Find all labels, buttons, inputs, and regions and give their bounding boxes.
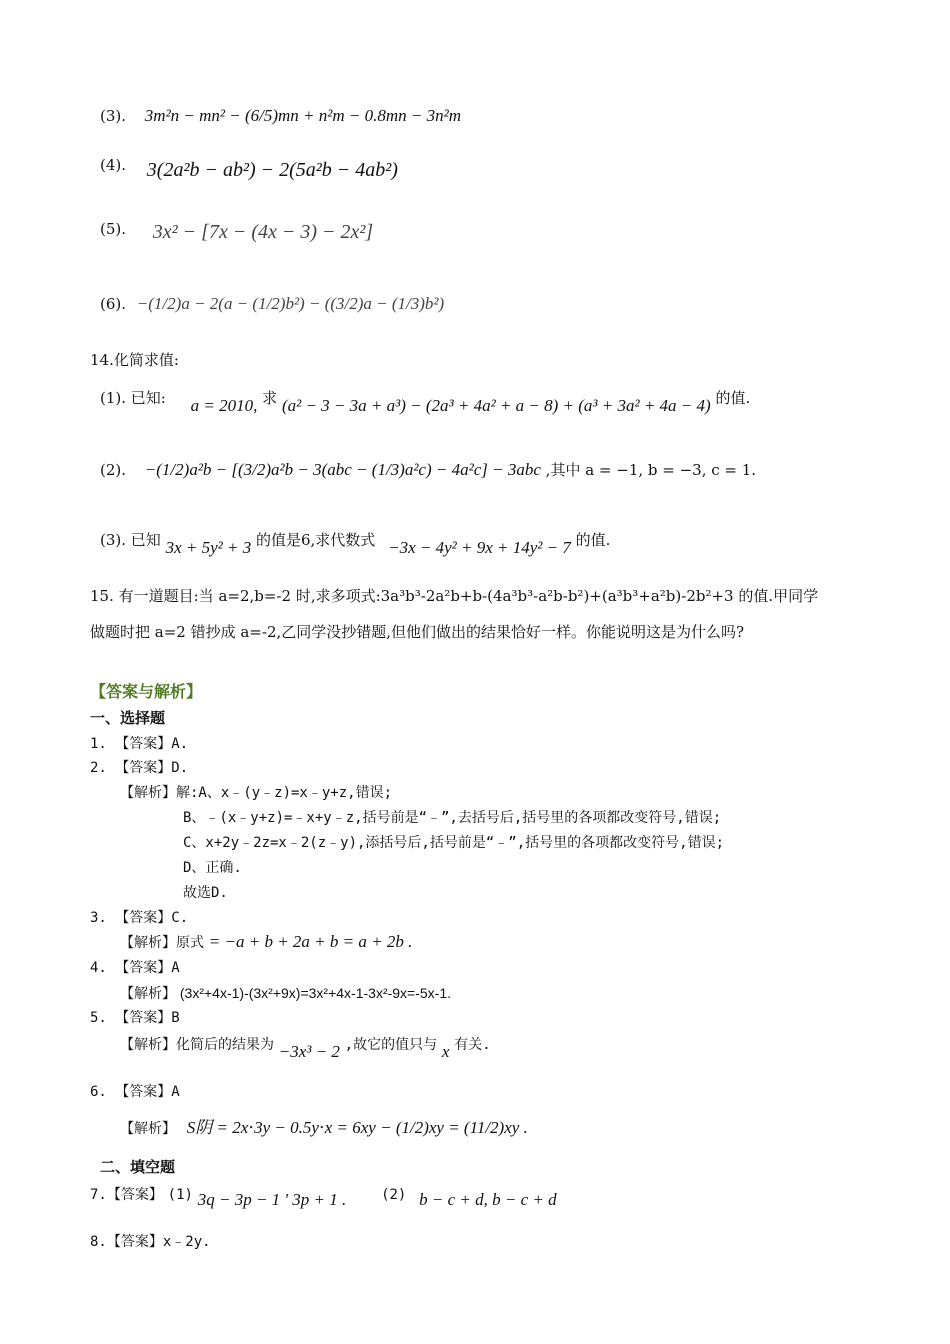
answer-1: 1. 【答案】A.	[90, 736, 189, 752]
problem-label: (3).	[100, 107, 127, 125]
tail-text: 有关.	[454, 1037, 491, 1053]
math-expression: −(1/2)a²b − [(3/2)a²b − 3(abc − (1/3)a²c) − 4a²c] − 3abc	[144, 460, 541, 479]
answer-5-explain	[120, 1034, 491, 1061]
problem-14-title: 14.化简求值:	[90, 351, 179, 369]
answer-2: 2. 【答案】D.	[90, 760, 189, 776]
explain-label: 【解析】	[120, 1121, 176, 1137]
mid-text: ,故它的值只与	[344, 1037, 438, 1053]
math-expression: 3m²n − mn² − (6/5)mn + n²m − 0.8mn − 3n²m	[144, 106, 461, 125]
problem-14-1	[100, 388, 751, 415]
problem-14-2	[100, 460, 756, 480]
math-expression: 3(2a²b − ab²) − 2(5a²b − 4ab²)	[146, 159, 398, 181]
explain-label: 【解析】原式	[120, 935, 204, 951]
answer-8: 8.【答案】x﹣2y.	[90, 1234, 211, 1250]
tail-text: ,其中 a = −1, b = −3, c = 1.	[545, 461, 757, 479]
problem-label: (5).	[100, 220, 127, 238]
math-expression: (a² − 3 − 3a + a³) − (2a³ + 4a² + a − 8) + (a³ + 3a² + 4a − 4)	[281, 396, 711, 415]
problem-label: (3). 已知	[100, 531, 161, 549]
math-expression: S阴 = 2x⋅3y − 0.5y⋅x = 6xy − (1/2)xy = (11/2)xy .	[186, 1118, 528, 1137]
math-expression-1: 3x + 5y² + 3	[165, 538, 252, 557]
answer-7	[90, 1184, 557, 1209]
math-expression: −3x³ − 2	[278, 1042, 340, 1061]
part-2-label: (2)	[381, 1187, 407, 1203]
mid-text: 的值是6,求代数式	[256, 531, 376, 549]
math-expression-1: 3q − 3p − 1 ' 3p + 1 .	[197, 1190, 347, 1209]
explain-label: 【解析】化简后的结果为	[120, 1037, 274, 1053]
answer-6: 6. 【答案】A	[90, 1084, 180, 1100]
answer-2-explain-3: C、x+2y﹣2z=x﹣2(z﹣y),添括号后,括号前是“﹣”,括号里的各项都改变符号,错误;	[183, 835, 725, 851]
math-expression-2: −3x − 4y² + 9x + 14y² − 7	[388, 538, 571, 557]
answer-4-explain: 【解析】 (3x²+4x-1)-(3x²+9x)=3x²+4x-1-3x²-9x=-5x-1.	[120, 985, 452, 1001]
ask-text: 求	[262, 389, 278, 407]
math-expression: −(1/2)a − 2(a − (1/2)b²) − ((3/2)a − (1/3)b²)	[136, 294, 445, 313]
problem-label: (6).	[100, 295, 127, 313]
math-expression-2: b − c + d, b − c + d	[419, 1190, 557, 1209]
answer-5: 5. 【答案】B	[90, 1010, 180, 1026]
problem-13-6	[100, 294, 444, 314]
problem-15-line-2: 做题时把 a=2 错抄成 a=-2,乙同学没抄错题,但他们做出的结果恰好一样。你能说明这是为什么吗?	[90, 623, 745, 641]
problem-label: (2).	[100, 461, 127, 479]
tail-text: 的值.	[715, 389, 751, 407]
answer-3: 3. 【答案】C.	[90, 910, 189, 926]
problem-13-5	[100, 222, 373, 243]
answer-2-explain-4: D、正确.	[183, 860, 242, 876]
problem-label: (1). 已知:	[100, 389, 166, 407]
answer-4: 4. 【答案】A	[90, 960, 180, 976]
answer-3-explain	[120, 932, 412, 953]
problem-label: (4).	[100, 156, 127, 174]
answer-2-explain-2: B、﹣(x﹣y+z)=﹣x+y﹣z,括号前是“﹣”,去括号后,括号里的各项都改变符号,错误;	[183, 810, 722, 826]
answer-2-explain-1: 【解析】解:A、x﹣(y﹣z)=x﹣y+z,错误;	[120, 785, 393, 801]
problem-13-3	[100, 106, 461, 126]
variable: x	[441, 1042, 450, 1061]
problem-13-4	[100, 156, 398, 181]
part-1-label: (1)	[167, 1187, 193, 1203]
given-value: a = 2010,	[190, 396, 258, 415]
section-heading-fill: 二、填空题	[100, 1158, 176, 1176]
problem-14-3	[100, 530, 611, 557]
answer-label: 7.【答案】	[90, 1187, 163, 1203]
answer-6-explain	[120, 1118, 528, 1139]
answer-2-explain-5: 故选D.	[183, 885, 228, 901]
problem-15-line-1: 15. 有一道题目:当 a=2,b=-2 时,求多项式:3a³b³-2a²b+b-(4a³b³-a²b-b²)+(a³b³+a²b)-2b²+3 的值.甲同学	[90, 587, 819, 605]
section-heading-choice: 一、选择题	[90, 709, 166, 727]
math-expression: 3x² − [7x − (4x − 3) − 2x²]	[152, 221, 374, 243]
tail-text: 的值.	[575, 531, 611, 549]
answers-heading: 【答案与解析】	[90, 682, 203, 701]
math-expression: = −a + b + 2a + b = a + 2b .	[208, 932, 413, 951]
